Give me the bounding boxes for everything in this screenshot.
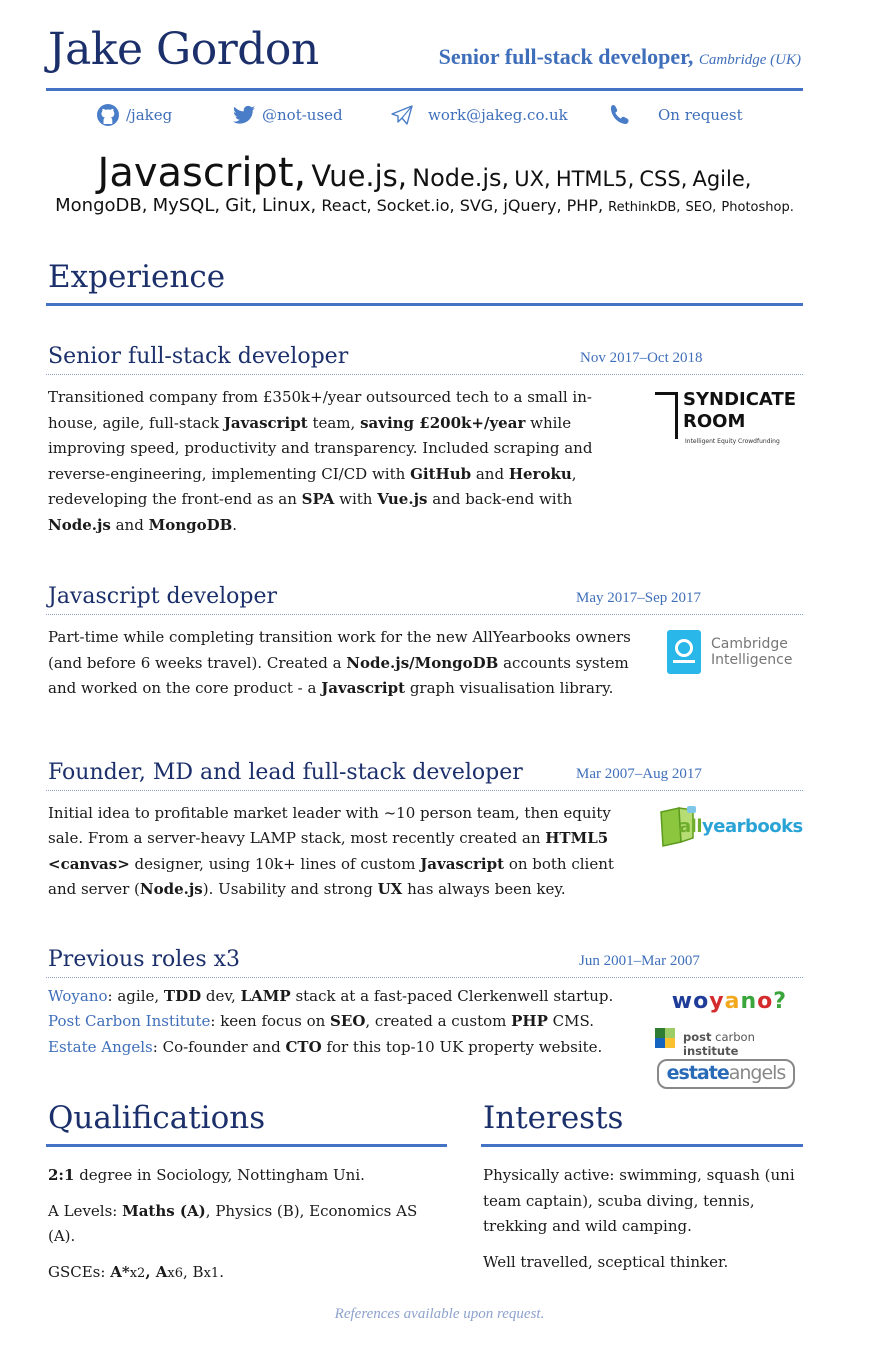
contact-github-text: /jakeg: [126, 106, 173, 124]
skill-tag: MySQL,: [152, 195, 221, 216]
job-title: Previous roles x3: [48, 946, 241, 972]
contact-phone: [608, 103, 743, 127]
post-carbon-institute-logo: [655, 1027, 799, 1058]
location-text: Cambridge (UK): [698, 52, 801, 68]
qualifications-section: [46, 1100, 447, 1286]
job-entry: [46, 756, 803, 903]
text-run: dev,: [201, 986, 241, 1005]
logo-mark: [655, 1028, 675, 1048]
text-run: Node.js/MongoDB: [346, 653, 499, 672]
job-entry: [46, 580, 803, 702]
text-run: GSCEs:: [48, 1262, 111, 1281]
job-header: [46, 756, 803, 790]
text-run: accounts system and worked on the core product - a: [48, 653, 629, 697]
text-run: and back-end with: [427, 490, 573, 508]
contact-email-text: work@jakeg.co.uk: [428, 106, 568, 124]
interests-section: [481, 1100, 803, 1275]
text-run: for this top-10 UK property website.: [321, 1037, 603, 1056]
text-run: ). Usability and strong: [202, 880, 378, 898]
text-run: Javascript: [223, 413, 308, 432]
text-run: CMS.: [547, 1012, 594, 1030]
text-run: .: [219, 1262, 224, 1281]
skill-tag: MongoDB,: [55, 195, 148, 216]
syndicate-room-logo: [655, 389, 803, 445]
text-run: A*: [110, 1262, 130, 1281]
text-run: CTO: [285, 1037, 322, 1056]
qualification-item: [48, 1163, 447, 1189]
role-text: Senior full-stack developer: [438, 44, 688, 69]
skill-tag: Agile,: [692, 167, 752, 191]
phone-icon: [608, 103, 632, 127]
text-run: and: [110, 515, 149, 534]
logo-tagline: Intelligent Equity Crowdfunding: [685, 438, 780, 445]
text-run: , redeveloping the front-end as an: [48, 464, 577, 508]
header: [46, 0, 803, 88]
skill-tag: jQuery,: [503, 196, 562, 215]
org-link[interactable]: Post Carbon Institute: [48, 1012, 211, 1030]
logo-text: ROOM: [683, 411, 746, 432]
text-run: A Levels:: [48, 1201, 123, 1220]
logo-letter: ?: [773, 988, 787, 1014]
logo-letter: o: [693, 988, 710, 1014]
logo-text: carbon: [715, 1029, 755, 1044]
org-link[interactable]: Estate Angels: [48, 1037, 153, 1056]
text-run: GitHub: [410, 464, 472, 483]
text-run: Javascript: [321, 679, 406, 697]
experience-heading: Experience: [48, 259, 226, 295]
text-run: : keen focus on: [210, 1012, 331, 1030]
text-run: stack at a fast-paced Clerkenwell startup.: [290, 986, 614, 1005]
job-header: [46, 580, 803, 614]
text-run: MongoDB: [148, 515, 233, 534]
logo-letter: o: [757, 988, 774, 1014]
skill-tag: Socket.io,: [376, 196, 455, 215]
job-date: Nov 2017–Oct 2018: [580, 350, 703, 366]
github-icon: [96, 103, 120, 127]
skill-tag: RethinkDB,: [608, 200, 681, 215]
text-run: designer, using 10k+ lines of custom: [129, 854, 421, 873]
job-header: [46, 340, 803, 374]
text-run: on both client and server (: [48, 854, 614, 898]
job-description: [46, 791, 618, 903]
job-description: [46, 615, 643, 702]
skill-tag: PHP,: [566, 196, 604, 215]
skill-tag: HTML5,: [555, 167, 635, 191]
skill-tag: Photoshop.: [721, 200, 794, 215]
text-run: SPA: [301, 490, 335, 508]
allyearbooks-logo: [657, 804, 803, 848]
logo-text: institute: [683, 1043, 739, 1058]
logo-letter: a: [724, 988, 741, 1014]
skills-line-2: [46, 197, 803, 215]
text-run: HTML5 <canvas>: [48, 829, 609, 873]
skill-tag: React,: [321, 196, 372, 215]
text-run: Maths (A): [122, 1201, 206, 1220]
text-run: with: [334, 490, 378, 508]
text-run: Node.js: [139, 880, 203, 898]
text-run: PHP: [511, 1012, 548, 1030]
text-run: team,: [307, 413, 361, 432]
text-run: LAMP: [240, 986, 291, 1005]
logo-text: post: [683, 1029, 712, 1044]
logo-text: Cambridge: [711, 636, 788, 652]
job-title: Javascript developer: [48, 584, 278, 609]
skills-line-1: [46, 150, 803, 196]
job-entry: [46, 340, 803, 538]
text-run: x2: [129, 1265, 146, 1281]
text-run: and: [471, 464, 509, 483]
text-run: .: [232, 515, 238, 534]
skill-tag: CSS,: [639, 167, 688, 191]
twitter-icon: [232, 103, 256, 127]
job-entry: [46, 943, 803, 1084]
text-run: Initial idea to profitable market leader with ~10 person team, then equity sale. From a server-heavy LAMP stack, most recently created an: [48, 803, 611, 847]
logo-text: angels: [728, 1061, 786, 1084]
job-date: Jun 2001–Mar 2007: [579, 952, 700, 969]
job-header: [46, 943, 803, 977]
experience-section: [46, 259, 803, 1084]
logo-text: estate: [666, 1061, 729, 1084]
interests-heading: Interests: [483, 1100, 624, 1136]
text-run: Transitioned company from £350k+/year outsourced tech to a small in-house, agile, full-stack: [48, 388, 592, 432]
skill-tag: Javascript,: [97, 150, 307, 196]
resume-page: [46, 0, 803, 1084]
text-run: : agile,: [107, 986, 164, 1005]
interest-item: Physically active: swimming, squash (uni team captain), scuba diving, tennis, trekking and wild camping.: [483, 1166, 795, 1235]
prior-role: [48, 984, 638, 1010]
text-run: 2:1: [48, 1166, 75, 1184]
logo-letter: n: [740, 988, 758, 1014]
text-run: x1: [203, 1265, 220, 1281]
job-date: Mar 2007–Aug 2017: [576, 765, 702, 782]
text-run: x6: [167, 1265, 184, 1281]
logo-letter: w: [671, 988, 694, 1014]
headline-role: Senior full-stack developer, Cambridge (UK): [438, 44, 801, 69]
skills-cloud: [46, 150, 803, 216]
skill-tag: Linux,: [262, 195, 317, 216]
text-run: while improving speed, productivity and transparency. Included scraping and reverse-engineering, implementing CI/CD with: [48, 413, 593, 483]
text-run: ,: [145, 1262, 156, 1281]
text-run: degree in Sociology, Nottingham Uni.: [74, 1166, 365, 1184]
text-run: : Co-founder and: [152, 1037, 286, 1056]
skill-tag: Git,: [225, 195, 257, 216]
skill-tag: SVG,: [459, 196, 499, 215]
contact-bar: [46, 91, 803, 131]
contact-twitter[interactable]: [232, 103, 343, 127]
logo-text: yearbooks: [702, 815, 803, 837]
skill-tag: Vue.js,: [311, 159, 408, 193]
logo-text: Intelligence: [711, 652, 793, 668]
experience-divider: [46, 303, 803, 306]
contact-twitter-text: @not-used: [262, 106, 343, 124]
prior-role: [48, 1009, 638, 1035]
logo-text: all: [679, 815, 702, 837]
contact-phone-text: On request: [658, 106, 743, 124]
qualification-item: [48, 1260, 447, 1287]
qualifications-heading: Qualifications: [48, 1100, 266, 1136]
text-run: Part-time while completing transition work for the new AllYearbooks owners (and before 6 weeks travel). Created a: [48, 628, 631, 672]
skill-tag: SEO,: [685, 200, 717, 215]
job-description: [46, 375, 628, 538]
prior-role: [48, 1035, 638, 1061]
text-run: , B: [183, 1262, 204, 1281]
logo-letter: y: [709, 988, 725, 1014]
text-run: Heroku: [508, 464, 572, 483]
text-run: TDD: [163, 986, 202, 1005]
text-run: saving £200k+/year: [360, 413, 526, 432]
candidate-name: Jake Gordon: [48, 24, 319, 75]
estate-angels-logo: [657, 1059, 795, 1089]
logo-text: SYNDICATE: [683, 389, 797, 410]
text-run: Javascript: [420, 854, 505, 873]
text-run: A: [155, 1262, 168, 1281]
contact-email[interactable]: [390, 103, 568, 127]
skill-tag: Node.js,: [412, 164, 510, 192]
text-run: SEO: [330, 1012, 366, 1030]
logo-mark: [667, 630, 701, 674]
text-run: UX: [377, 880, 403, 898]
job-description: [46, 978, 638, 1061]
skill-tag: UX,: [514, 167, 551, 191]
woyano-logo: [672, 989, 787, 1014]
text-run: has always been key.: [402, 880, 566, 898]
text-run: graph visualisation library.: [405, 679, 614, 697]
text-run: , created a custom: [365, 1012, 512, 1030]
text-run: Vue.js: [377, 490, 428, 508]
job-title: Founder, MD and lead full-stack developer: [48, 759, 523, 785]
paper-plane-icon: [390, 103, 414, 127]
contact-github[interactable]: [96, 103, 172, 127]
qualification-item: [48, 1199, 447, 1250]
text-run: , Physics (B), Economics AS (A).: [48, 1201, 418, 1245]
org-link[interactable]: Woyano: [48, 986, 108, 1005]
interest-item: Well travelled, sceptical thinker.: [483, 1252, 729, 1271]
job-date: May 2017–Sep 2017: [576, 590, 701, 606]
job-title: Senior full-stack developer: [48, 344, 349, 369]
text-run: Node.js: [48, 515, 111, 534]
references-note: References available upon request.: [334, 1306, 545, 1322]
